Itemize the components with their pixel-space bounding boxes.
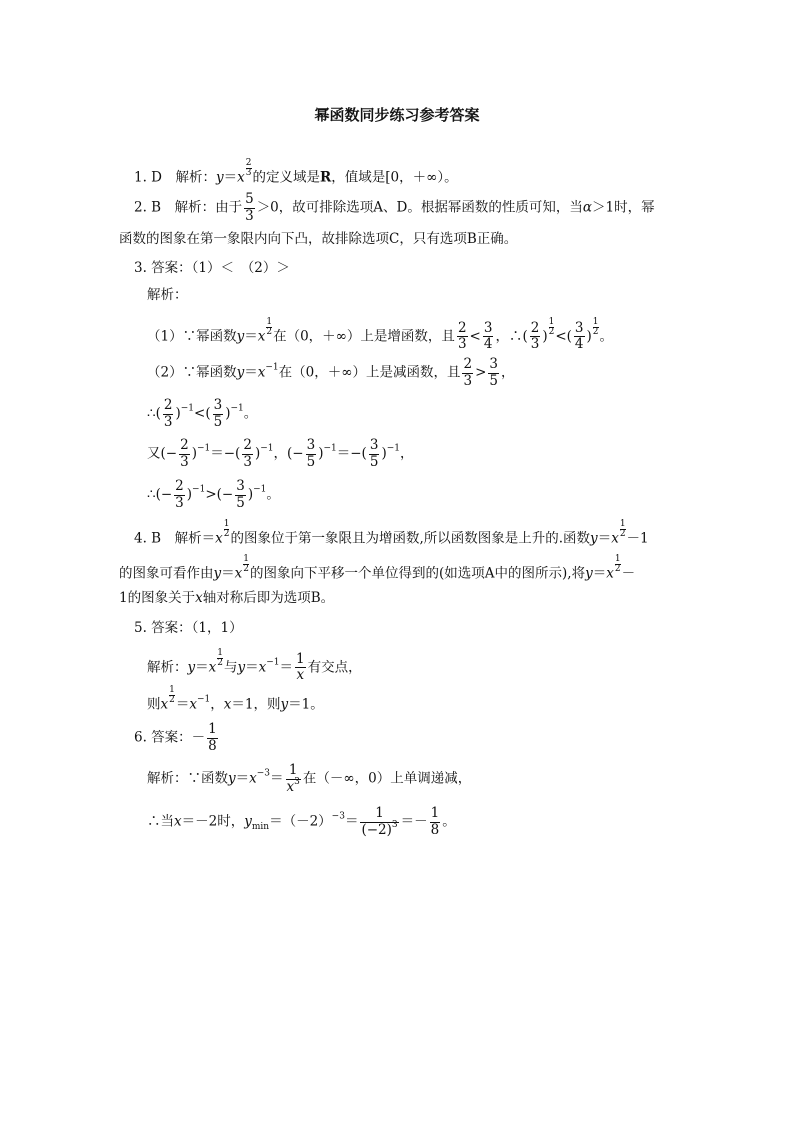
q3-step3: ∴(− $\frac{2}{3}$ )$^{-1}$>(− $\frac{3}{5}$ )$^{-1}$。 [147,478,280,511]
q5-head: 5. 答案：（1，1） [134,620,243,636]
q5-line-1: 解析：y＝x $\frac{1}{2}$ 与$y=x^{-1}=$ $\frac{1}{x}$ 有交点， [147,648,362,684]
q3-label: 解析： [147,287,188,303]
q4-line-2: 的图象可看作由y＝x $\frac{1}{2}$ 的图象向下平移一个单位得到的(如选项A中的图所示),将y＝x $\frac{1}{2}$ － [119,554,636,582]
q6-line-1: 解析：∵函数$y=x^{-3}=$ $\frac{1}{x^3}$ 在（－∞，0）上单调递减， [147,762,472,795]
q3-part2: （2）∵幂函数$y=x^{-1}$在（0，＋∞）上是减函数，且 $\frac{2}{3}$ > $\frac{3}{5}$ ， [147,356,515,389]
q3-head: 3. 答案：（1）＜ （2）＞ [134,260,290,276]
page-title: 幂函数同步练习参考答案 [314,106,480,124]
q6-head: 6. 答案：－ $\frac{1}{8}$ [134,721,217,754]
q2-line-2: 函数的图象在第一象限内向下凸，故排除选项C，只有选项B正确。 [119,231,518,247]
q5-line-2: 则x $\frac{1}{2}$ $=x^{-1}$，x＝1，则y＝1。 [147,685,324,713]
q3-step1: ∴( $\frac{2}{3}$ )$^{-1}$<( $\frac{3}{5}$ )$^{-1}$。 [147,397,258,430]
q4-line-1: 4. B 解析＝x $\frac{1}{2}$ 的图象位于第一象限且为增函数,所以函数图象是上升的.函数y＝x $\frac{1}{2}$ －1 [134,519,649,547]
q6-line-2: ∴当x＝－2时，$y_{min}=(-2)^{-3}=$ $\frac{1}{(-2)^3}$ ＝－ $\frac{1}{8}$ 。 [147,805,456,838]
q1-line: 1. D 解析：y＝x $\frac{2}{3}$ 的定义域是R，值域是[0，＋∞）。 [134,158,458,186]
q3-part1: （1）∵幂函数y＝x $\frac{1}{2}$ 在（0，＋∞）上是增函数，且 $\frac{2}{3}$ < $\frac{3}{4}$ ，∴( $\frac{2}{3}$ ) $\frac{1}{2}$ <( $\frac{3}{4}$ ) $\frac{1}{2}$ 。 [147,317,614,353]
q2-line-1: 2. B 解析：由于 $\frac{5}{3}$ ＞0，故可排除选项A、D。根据幂函数的性质可知，当α＞1时，幂 [134,191,655,224]
q3-step2: 又(− $\frac{2}{3}$ )$^{-1}$＝−( $\frac{2}{3}$ )$^{-1}$，(− $\frac{3}{5}$ )$^{-1}$＝−( $\frac{3}{5}$ )$^{-1}$， [147,437,414,470]
q4-line-3: 1的图象关于x轴对称后即为选项B。 [119,590,335,606]
